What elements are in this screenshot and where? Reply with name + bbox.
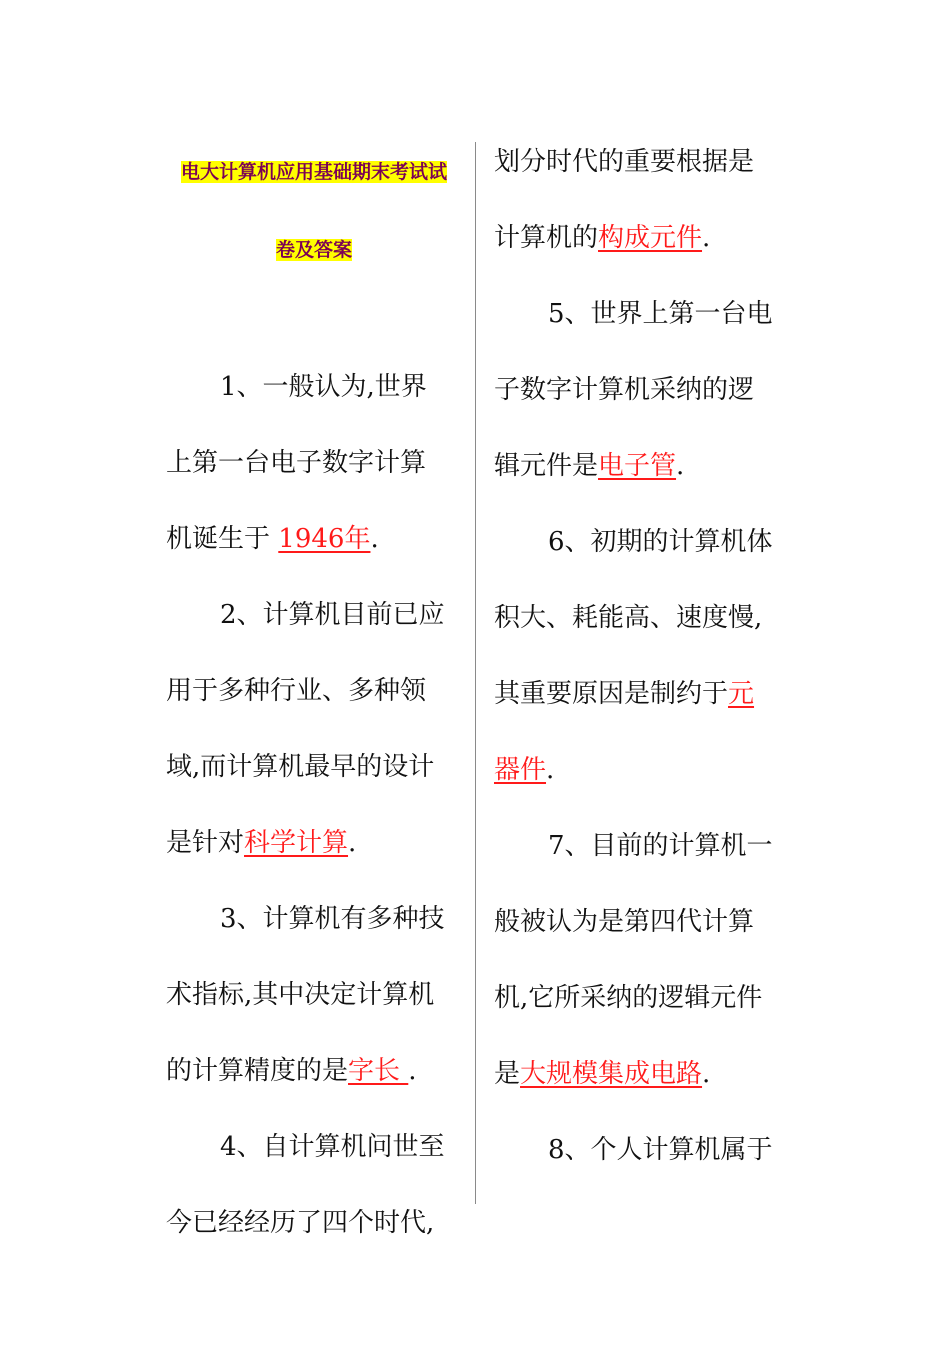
question-4-line-4 xyxy=(494,216,790,292)
answer-1: 1946年 xyxy=(278,524,371,554)
period: . xyxy=(546,755,555,785)
question-3-text: 的计算精度的是 xyxy=(166,1056,349,1086)
left-column xyxy=(166,140,462,1277)
answer-7: 大规模集成电路 xyxy=(520,1059,703,1089)
question-5-line-1: 5、世界上第一台电 xyxy=(548,299,773,329)
question-7-line-2: 般被认为是第四代计算 xyxy=(494,907,755,937)
question-4-text: 计算机的 xyxy=(494,223,599,253)
column-divider xyxy=(475,142,476,1204)
question-1-line-3 xyxy=(166,517,462,593)
question-6-line-4 xyxy=(494,748,790,824)
period: . xyxy=(702,223,711,253)
question-2-line-1: 2、计算机目前已应 xyxy=(220,600,445,630)
question-4-line-3: 划分时代的重要根据是 xyxy=(494,147,755,177)
question-8-line-1: 8、个人计算机属于 xyxy=(548,1135,773,1165)
question-6-line-3 xyxy=(494,672,790,748)
answer-4: 构成元件 xyxy=(598,223,703,253)
period: . xyxy=(676,451,685,481)
document-title-line-1 xyxy=(166,157,462,217)
answer-5: 电子管 xyxy=(598,451,677,481)
question-5-line-2: 子数字计算机采纳的逻 xyxy=(494,375,755,405)
question-5-line-3 xyxy=(494,444,790,520)
question-2-text: 是针对 xyxy=(166,828,245,858)
period: . xyxy=(408,1056,417,1086)
question-2-line-4 xyxy=(166,821,462,897)
answer-6-part-2: 器件 xyxy=(494,755,547,785)
question-3-line-1: 3、计算机有多种技 xyxy=(220,904,445,934)
period: . xyxy=(702,1059,711,1089)
question-2-line-3: 域,而计算机最早的设计 xyxy=(166,752,435,782)
question-7-line-4 xyxy=(494,1052,790,1128)
question-6-text: 其重要原因是制约于 xyxy=(494,679,729,709)
title-text-1: 电大计算机应用基础期末考试试 xyxy=(180,161,447,183)
answer-2: 科学计算 xyxy=(244,828,349,858)
period: . xyxy=(370,524,379,554)
answer-3: 字长 xyxy=(348,1056,409,1086)
question-3-line-2: 术指标,其中决定计算机 xyxy=(166,980,435,1010)
answer-6-part-1: 元 xyxy=(728,679,755,709)
question-6-line-2: 积大、耗能高、速度慢, xyxy=(494,603,763,633)
question-7-line-3: 机,它所采纳的逻辑元件 xyxy=(494,983,763,1013)
right-column xyxy=(494,140,790,1204)
title-text-2: 卷及答案 xyxy=(275,239,352,261)
question-2-line-2: 用于多种行业、多种领 xyxy=(166,676,427,706)
question-1-line-2: 上第一台电子数字计算 xyxy=(166,448,427,478)
document-title-line-2 xyxy=(166,235,462,365)
question-5-text: 辑元件是 xyxy=(494,451,599,481)
question-6-line-1: 6、初期的计算机体 xyxy=(548,527,773,557)
period: . xyxy=(348,828,357,858)
question-7-text: 是 xyxy=(494,1059,521,1089)
question-7-line-1: 7、目前的计算机一 xyxy=(548,831,773,861)
question-4-line-1: 4、自计算机问世至 xyxy=(220,1132,445,1162)
question-1-text: 机诞生于 xyxy=(166,524,271,554)
question-3-line-3 xyxy=(166,1049,462,1125)
question-4-line-2: 今已经经历了四个时代, xyxy=(166,1208,435,1238)
question-1-line-1: 1、一般认为,世界 xyxy=(220,372,427,402)
